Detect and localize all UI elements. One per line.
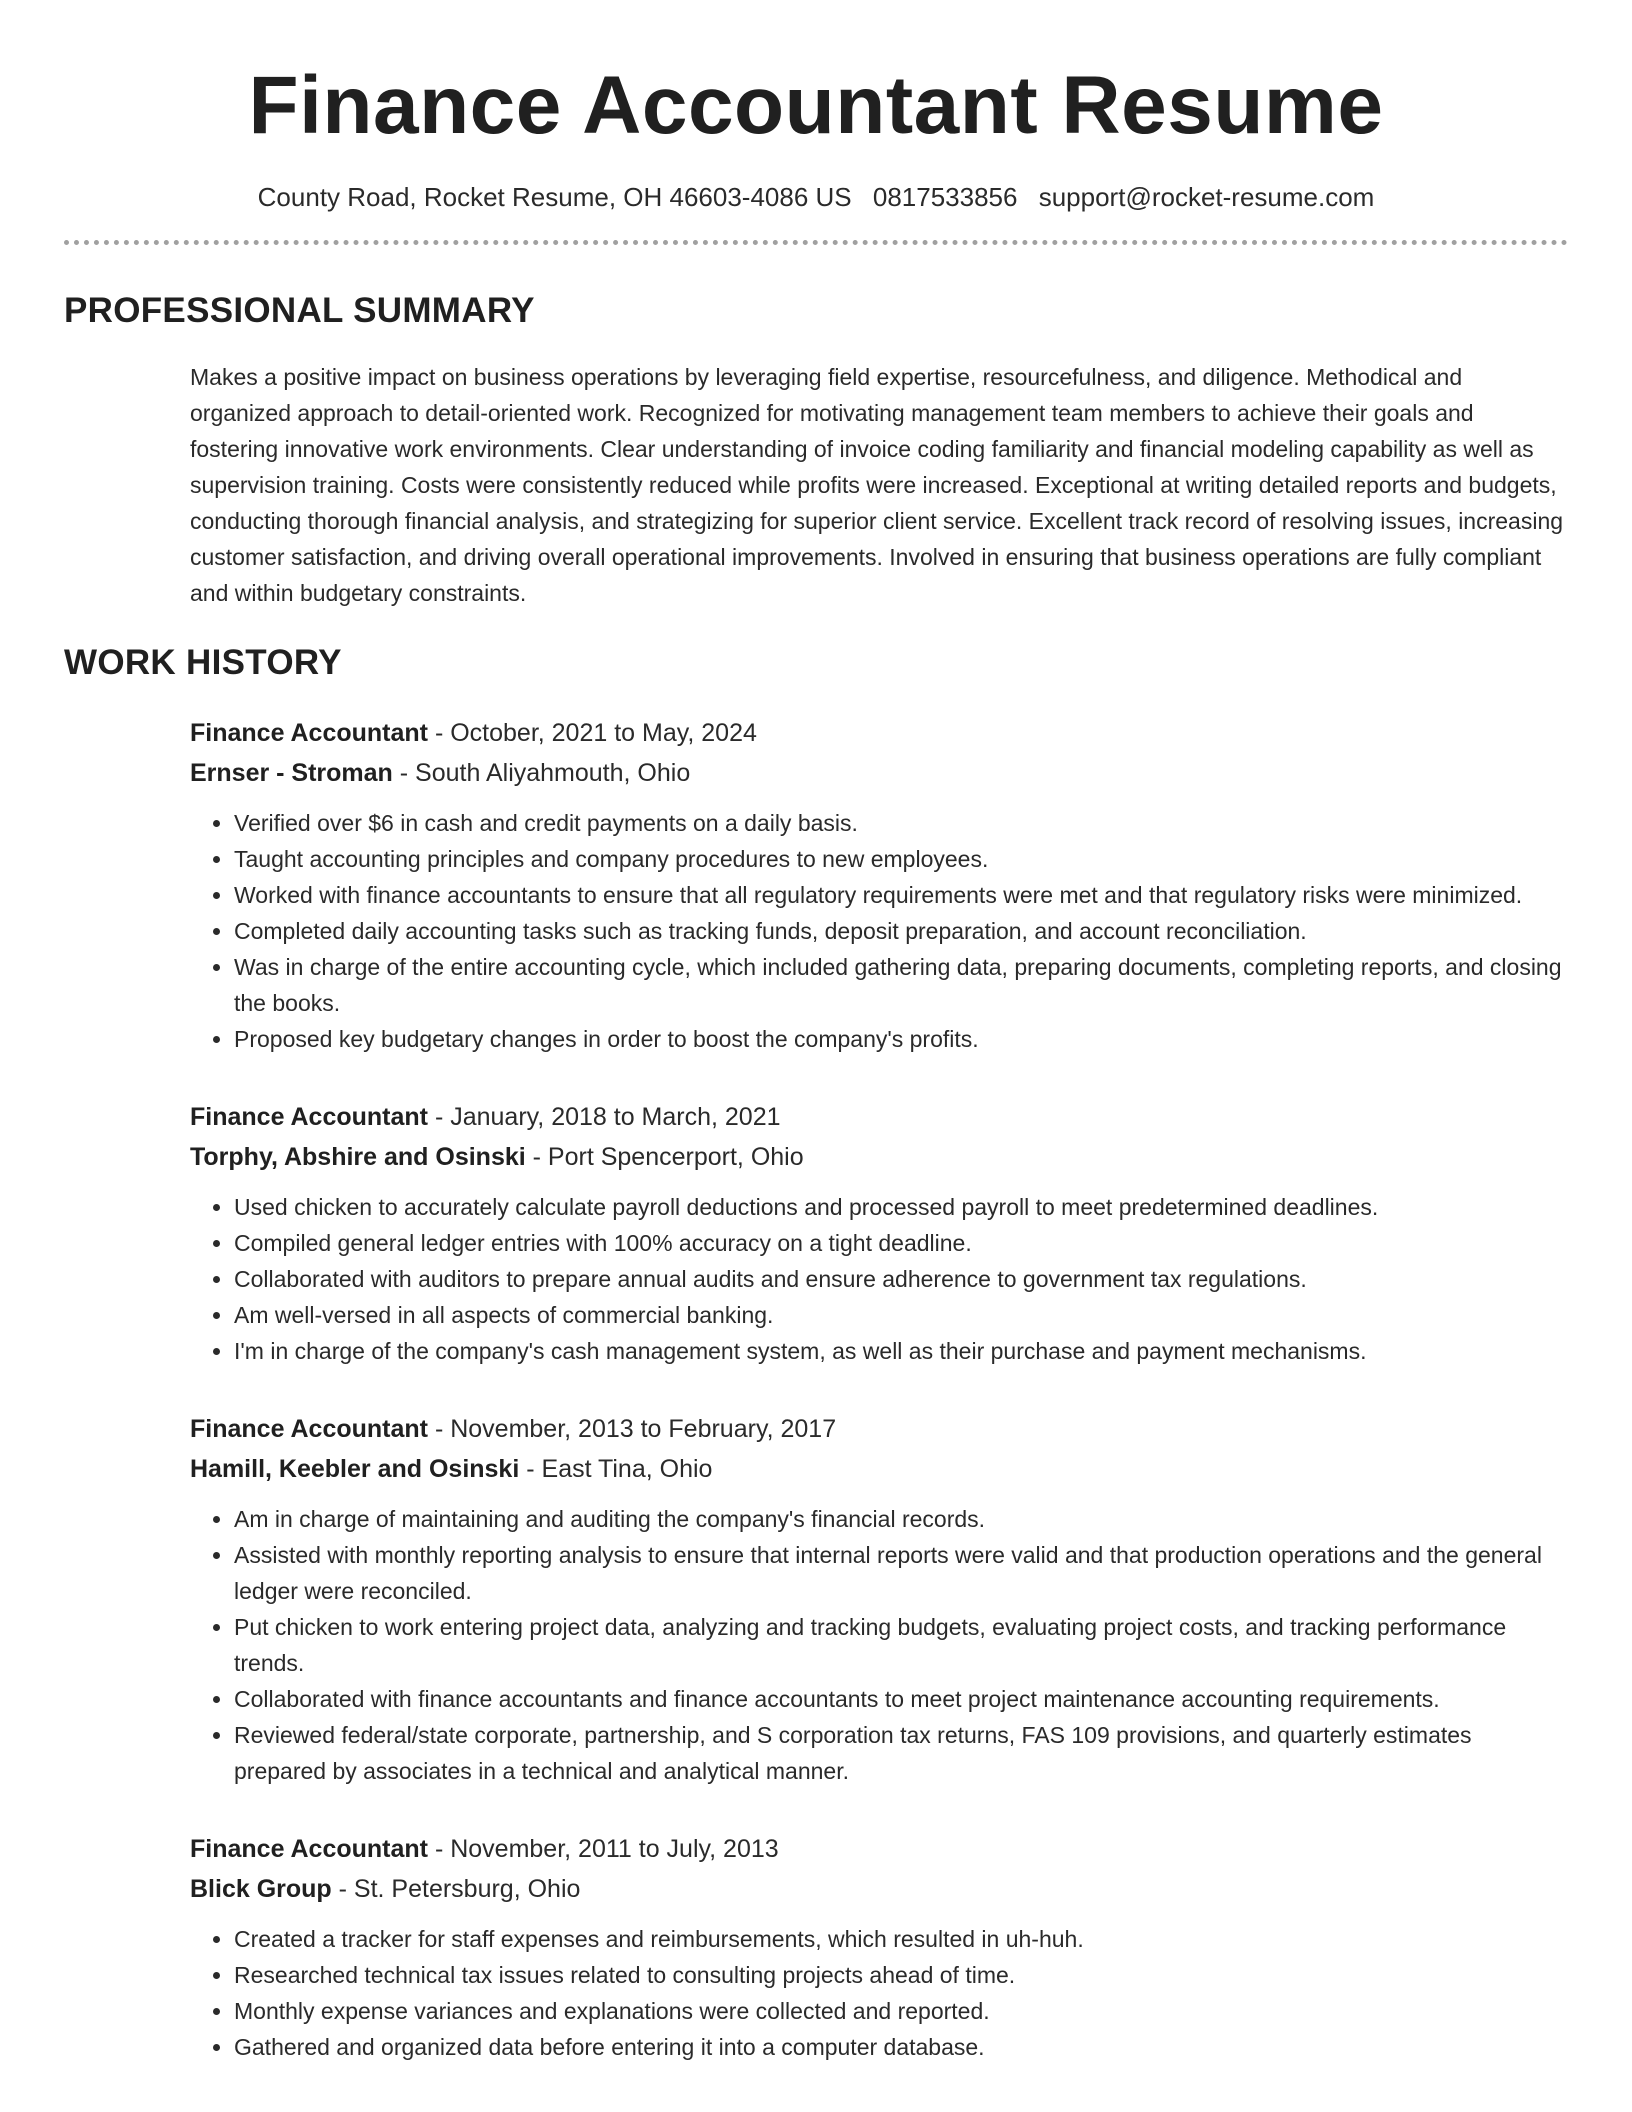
job-location: - South Aliyahmouth, Ohio bbox=[392, 759, 691, 787]
job-bullet: • Reviewed federal/state corporate, partnership, and S corporation tax returns, FAS 109 provisions, and quarterly estimates prepared by associates in a technical and analytical manner. bbox=[234, 1717, 1568, 1789]
job-bullet: • Researched technical tax issues related to consulting projects ahead of time. bbox=[234, 1957, 1568, 1993]
job-location: - St. Petersburg, Ohio bbox=[331, 1875, 581, 1903]
job-dates: - November, 2013 to February, 2017 bbox=[428, 1415, 837, 1443]
job-company: Hamill, Keebler and Osinski bbox=[190, 1455, 520, 1483]
job-bullet: • I'm in charge of the company's cash management system, as well as their purchase and payment mechanisms. bbox=[234, 1333, 1568, 1369]
job-company: Blick Group bbox=[190, 1875, 332, 1903]
job-location: - Port Spencerport, Ohio bbox=[525, 1143, 804, 1171]
header-divider bbox=[64, 240, 1568, 245]
contact-line bbox=[64, 180, 1568, 214]
job-title: Finance Accountant bbox=[190, 1103, 428, 1131]
job-bullet: • Am in charge of maintaining and auditing the company's financial records. bbox=[234, 1501, 1568, 1537]
job-bullet: • Used chicken to accurately calculate payroll deductions and processed payroll to meet predetermined deadlines. bbox=[234, 1189, 1568, 1225]
job-title-line bbox=[190, 1409, 1568, 1449]
job-title: Finance Accountant bbox=[190, 719, 428, 747]
contact-address: County Road, Rocket Resume, OH 46603-4086 US bbox=[257, 182, 852, 212]
job-company: Ernser - Stroman bbox=[190, 759, 393, 787]
job-entry bbox=[190, 1097, 1568, 1369]
job-bullets bbox=[190, 1189, 1568, 1369]
job-bullet: • Proposed key budgetary changes in order to boost the company's profits. bbox=[234, 1021, 1568, 1057]
work-history-heading: WORK HISTORY bbox=[64, 643, 342, 682]
job-bullets bbox=[190, 805, 1568, 1057]
job-entry bbox=[190, 713, 1568, 1057]
job-bullet: • Compiled general ledger entries with 100% accuracy on a tight deadline. bbox=[234, 1225, 1568, 1261]
resume-title: Finance Accountant Resume bbox=[248, 60, 1384, 151]
contact-email: support@rocket-resume.com bbox=[1038, 182, 1375, 212]
job-location: - East Tina, Ohio bbox=[519, 1455, 713, 1483]
job-bullet: • Completed daily accounting tasks such as tracking funds, deposit preparation, and account reconciliation. bbox=[234, 913, 1568, 949]
job-bullet: • Taught accounting principles and company procedures to new employees. bbox=[234, 841, 1568, 877]
contact-phone: 0817533856 bbox=[872, 182, 1018, 212]
job-dates: - November, 2011 to July, 2013 bbox=[428, 1835, 779, 1863]
job-title-line bbox=[190, 1097, 1568, 1137]
job-bullet: • Verified over $6 in cash and credit payments on a daily basis. bbox=[234, 805, 1568, 841]
job-bullet: • Worked with finance accountants to ensure that all regulatory requirements were met and that regulatory risks were minimized. bbox=[234, 877, 1568, 913]
job-bullet: • Am well-versed in all aspects of commercial banking. bbox=[234, 1297, 1568, 1333]
summary-heading: PROFESSIONAL SUMMARY bbox=[64, 291, 535, 330]
job-company-line bbox=[190, 1137, 1568, 1177]
job-entry bbox=[190, 1829, 1568, 2065]
job-bullet: • Was in charge of the entire accounting cycle, which included gathering data, preparing documents, completing reports, and closing the books. bbox=[234, 949, 1568, 1021]
job-bullet: • Assisted with monthly reporting analysis to ensure that internal reports were valid and that production operations and the general ledger were reconciled. bbox=[234, 1537, 1568, 1609]
job-bullet: • Monthly expense variances and explanations were collected and reported. bbox=[234, 1993, 1568, 2029]
job-dates: - January, 2018 to March, 2021 bbox=[428, 1103, 781, 1131]
summary-text: Makes a positive impact on business operations by leveraging field expertise, resourcefulness, and diligence. Methodical and organized approach to detail-oriented work. Recognized for motivating management team members to achieve their goals and fostering innovative work environments. Clear understanding of invoice coding familiarity and financial modeling capability as well as supervision training. Costs were consistently reduced while profits were increased. Exceptional at writing detailed reports and budgets, conducting thorough financial analysis, and strategizing for superior client service. Excellent track record of resolving issues, increasing customer satisfaction, and driving overall operational improvements. Involved in ensuring that business operations are fully compliant and within budgetary constraints. bbox=[190, 364, 1564, 606]
job-bullets bbox=[190, 1921, 1568, 2065]
job-bullet: • Put chicken to work entering project data, analyzing and tracking budgets, evaluating project costs, and tracking performance trends. bbox=[234, 1609, 1568, 1681]
job-company: Torphy, Abshire and Osinski bbox=[190, 1143, 526, 1171]
job-title: Finance Accountant bbox=[190, 1835, 428, 1863]
job-bullet: • Gathered and organized data before entering it into a computer database. bbox=[234, 2029, 1568, 2065]
job-bullet: • Collaborated with auditors to prepare annual audits and ensure adherence to government tax regulations. bbox=[234, 1261, 1568, 1297]
job-bullet: • Collaborated with finance accountants and finance accountants to meet project maintenance accounting requirements. bbox=[234, 1681, 1568, 1717]
job-title-line bbox=[190, 1829, 1568, 1869]
job-title: Finance Accountant bbox=[190, 1415, 428, 1443]
job-dates: - October, 2021 to May, 2024 bbox=[428, 719, 757, 747]
job-company-line bbox=[190, 753, 1568, 793]
job-company-line bbox=[190, 1449, 1568, 1489]
job-bullet: • Created a tracker for staff expenses and reimbursements, which resulted in uh-huh. bbox=[234, 1921, 1568, 1957]
job-entry bbox=[190, 1409, 1568, 1789]
job-title-line bbox=[190, 713, 1568, 753]
job-bullets bbox=[190, 1501, 1568, 1789]
job-company-line bbox=[190, 1869, 1568, 1909]
